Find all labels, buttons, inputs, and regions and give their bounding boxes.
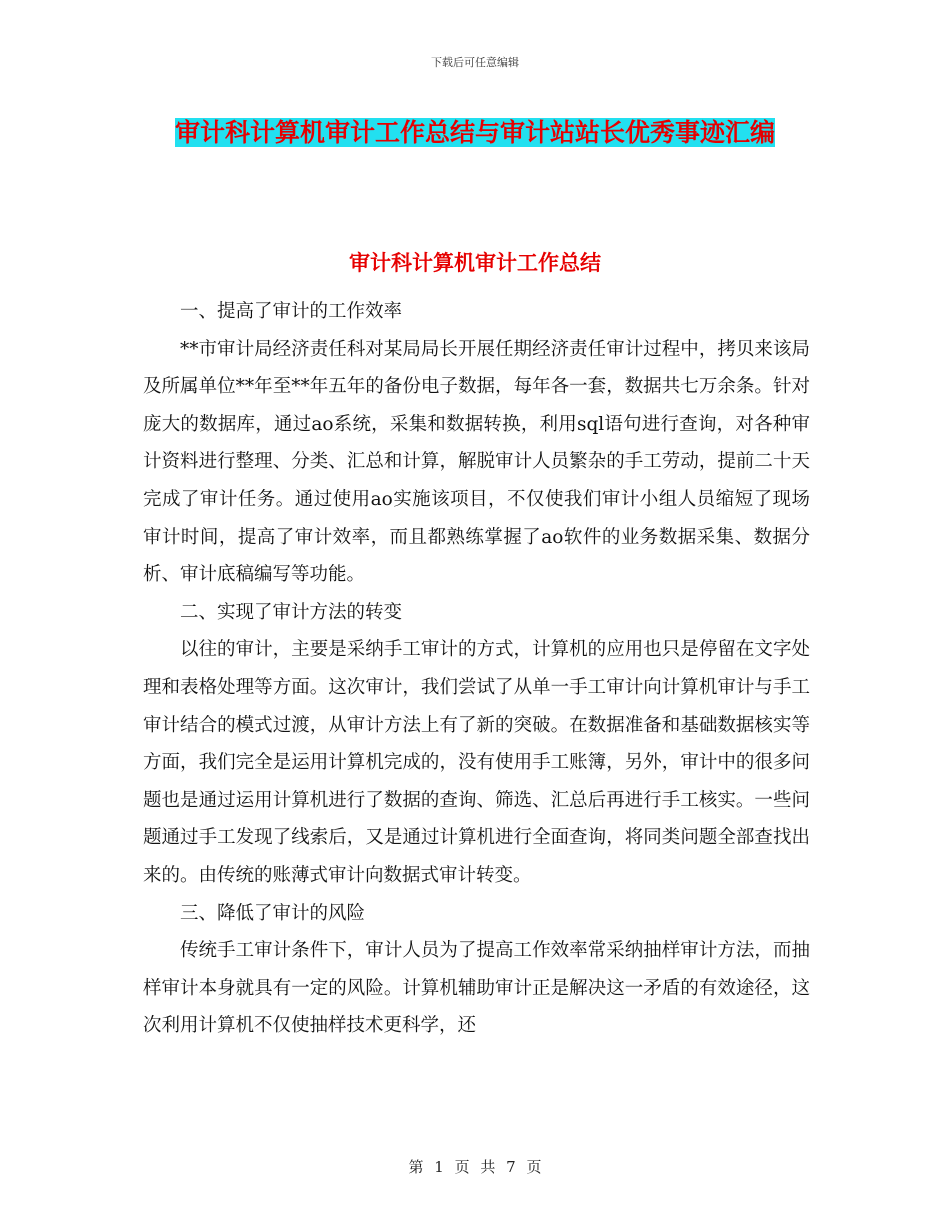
paragraph: **市审计局经济责任科对某局局长开展任期经济责任审计过程中，拷贝来该局及所属单位**年至**年五年的备份电子数据，每年各一套，数据共七万余条。针对庞大的数据库，通过ao系统，采集和数据转换，利用sql语句进行查询，对各种审计资料进行整理、分类、汇总和计算，解脱审计人员繁杂的手工劳动，提前二十天完成了审计任务。通过使用ao实施该项目，不仅使我们审计小组人员缩短了现场审计时间，提高了审计效率，而且都熟练掌握了ao软件的业务数据采集、数据分析、审计底稿编写等功能。 <box>143 338 810 586</box>
paragraph-heading-3: 三、降低了审计的风险 <box>180 902 366 924</box>
document-title <box>140 112 810 154</box>
section-title: 审计科计算机审计工作总结 <box>349 251 601 275</box>
paragraph: 传统手工审计条件下，审计人员为了提高工作效率常采纳抽样审计方法，而抽样审计本身就具有一定的风险。计算机辅助审计正是解决这一矛盾的有效途径，这次利用计算机不仅使抽样技术更科学，还 <box>143 940 810 1037</box>
document-body <box>143 293 810 1045</box>
paragraph: 以往的审计，主要是采纳手工审计的方式，计算机的应用也只是停留在文字处理和表格处理等方面。这次审计，我们尝试了从单一手工审计向计算机审计与手工审计结合的模式过渡，从审计方法上有了新的突破。在数据准备和基础数据核实等方面，我们完全是运用计算机完成的，没有使用手工账簿，另外，审计中的很多问题也是通过运用计算机进行了数据的查询、筛选、汇总后再进行手工核实。一些问题通过手工发现了线索后，又是通过计算机进行全面查询，将同类问题全部查找出来的。由传统的账薄式审计向数据式审计转变。 <box>143 639 810 886</box>
paragraph-heading-2: 二、实现了审计方法的转变 <box>180 601 403 623</box>
document-title-text: 审计科计算机审计工作总结与审计站站长优秀事迹汇编 <box>174 118 775 147</box>
page-header-note: 下载后可任意编辑 <box>431 56 519 69</box>
page-footer-page-number: 第 1 页 共 7 页 <box>408 1158 542 1176</box>
paragraph-heading-1: 一、提高了审计的工作效率 <box>180 301 403 322</box>
